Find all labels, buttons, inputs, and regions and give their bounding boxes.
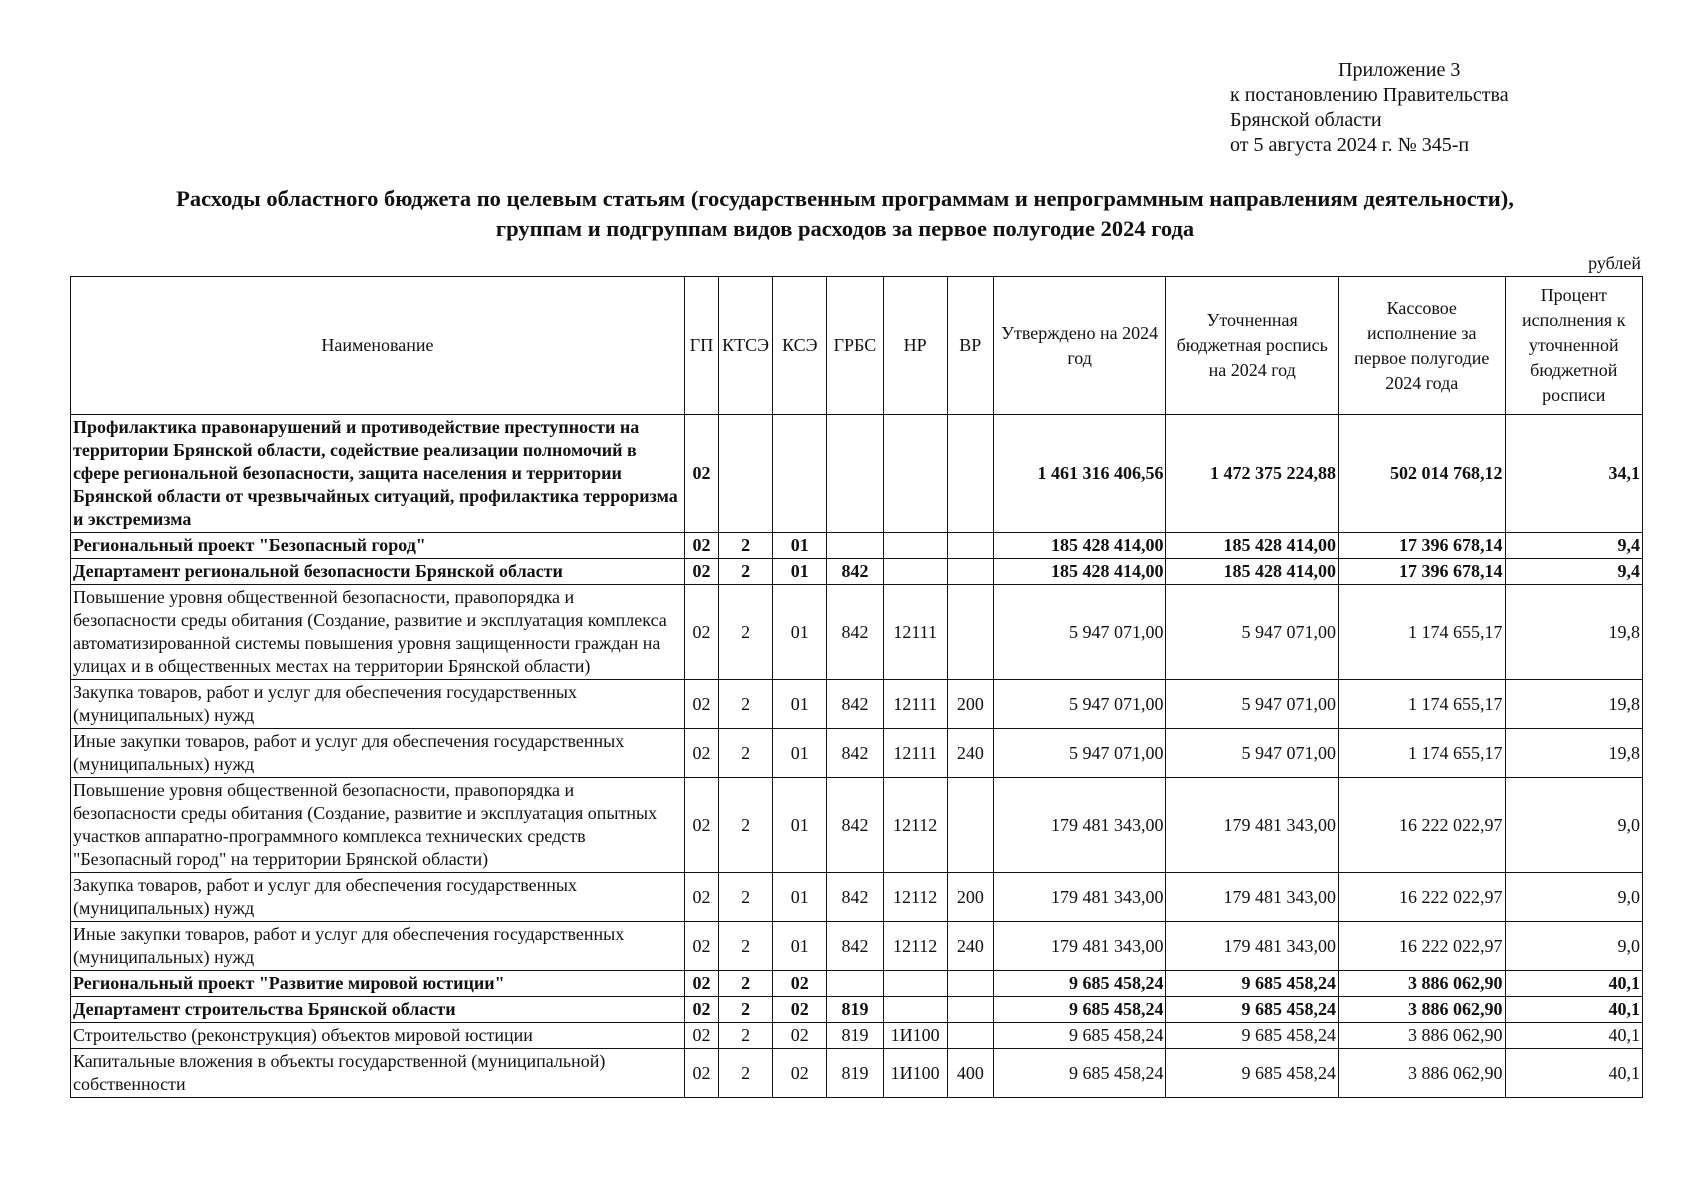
cell-kse: 01 <box>773 585 827 680</box>
cell-name: Иные закупки товаров, работ и услуг для обеспечения государственных (муниципальных) нужд <box>71 922 685 971</box>
cell-ktse: 2 <box>719 922 773 971</box>
cell-kse: 01 <box>773 533 827 559</box>
cell-percent: 9,0 <box>1505 873 1643 922</box>
cell-nr: 12112 <box>883 778 947 873</box>
cell-gp: 02 <box>684 922 718 971</box>
cell-kse <box>773 415 827 533</box>
cell-gp: 02 <box>684 559 718 585</box>
annex-line: от 5 августа 2024 г. № 345-п <box>1230 134 1470 156</box>
cell-approved: 9 685 458,24 <box>993 997 1166 1023</box>
cell-vr: 400 <box>947 1049 993 1098</box>
annex-line: к постановлению Правительства <box>1230 84 1509 106</box>
cell-nr: 12111 <box>883 585 947 680</box>
cell-refined: 9 685 458,24 <box>1166 1023 1339 1049</box>
budget-table <box>70 276 1643 1098</box>
cell-cash: 1 174 655,17 <box>1338 585 1505 680</box>
cell-nr <box>883 559 947 585</box>
table-row <box>71 533 1643 559</box>
cell-gp: 02 <box>684 680 718 729</box>
cell-grbs: 819 <box>827 997 883 1023</box>
cell-nr: 12111 <box>883 729 947 778</box>
cell-gp: 02 <box>684 415 718 533</box>
cell-nr: 12111 <box>883 680 947 729</box>
cell-approved: 179 481 343,00 <box>993 873 1166 922</box>
cell-kse: 02 <box>773 1023 827 1049</box>
cell-approved: 5 947 071,00 <box>993 680 1166 729</box>
cell-refined: 5 947 071,00 <box>1166 729 1339 778</box>
cell-approved: 179 481 343,00 <box>993 922 1166 971</box>
cell-name: Региональный проект "Развитие мировой юстиции" <box>71 971 685 997</box>
cell-vr: 240 <box>947 729 993 778</box>
cell-vr <box>947 585 993 680</box>
header-nr: НР <box>883 277 947 415</box>
cell-grbs: 842 <box>827 729 883 778</box>
cell-cash: 3 886 062,90 <box>1338 997 1505 1023</box>
cell-grbs: 842 <box>827 778 883 873</box>
cell-refined: 9 685 458,24 <box>1166 997 1339 1023</box>
cell-kse: 02 <box>773 971 827 997</box>
cell-kse: 01 <box>773 778 827 873</box>
cell-grbs: 842 <box>827 585 883 680</box>
cell-percent: 40,1 <box>1505 997 1643 1023</box>
cell-nr: 12112 <box>883 922 947 971</box>
cell-refined: 179 481 343,00 <box>1166 778 1339 873</box>
cell-vr: 200 <box>947 873 993 922</box>
cell-percent: 34,1 <box>1505 415 1643 533</box>
cell-gp: 02 <box>684 778 718 873</box>
cell-vr <box>947 559 993 585</box>
cell-nr <box>883 971 947 997</box>
units-label: рублей <box>1588 253 1641 273</box>
header-ktse: КТСЭ <box>719 277 773 415</box>
cell-approved: 1 461 316 406,56 <box>993 415 1166 533</box>
cell-cash: 17 396 678,14 <box>1338 533 1505 559</box>
cell-percent: 19,8 <box>1505 680 1643 729</box>
cell-ktse <box>719 415 773 533</box>
cell-grbs: 819 <box>827 1023 883 1049</box>
cell-gp: 02 <box>684 1049 718 1098</box>
cell-cash: 1 174 655,17 <box>1338 729 1505 778</box>
cell-ktse: 2 <box>719 585 773 680</box>
header-percent: Процент исполнения к уточненной бюджетной росписи <box>1505 277 1643 415</box>
cell-ktse: 2 <box>719 729 773 778</box>
cell-vr <box>947 971 993 997</box>
cell-grbs: 842 <box>827 680 883 729</box>
cell-name: Департамент строительства Брянской области <box>71 997 685 1023</box>
cell-gp: 02 <box>684 1023 718 1049</box>
cell-ktse: 2 <box>719 680 773 729</box>
cell-percent: 40,1 <box>1505 1049 1643 1098</box>
cell-ktse: 2 <box>719 873 773 922</box>
table-row <box>71 1023 1643 1049</box>
cell-gp: 02 <box>684 971 718 997</box>
cell-ktse: 2 <box>719 971 773 997</box>
cell-cash: 3 886 062,90 <box>1338 971 1505 997</box>
cell-cash: 16 222 022,97 <box>1338 778 1505 873</box>
cell-nr: 1И100 <box>883 1023 947 1049</box>
cell-kse: 01 <box>773 559 827 585</box>
cell-nr: 12112 <box>883 873 947 922</box>
cell-cash: 3 886 062,90 <box>1338 1049 1505 1098</box>
cell-ktse: 2 <box>719 1049 773 1098</box>
header-gp: ГП <box>684 277 718 415</box>
table-row <box>71 729 1643 778</box>
cell-vr <box>947 533 993 559</box>
cell-approved: 185 428 414,00 <box>993 533 1166 559</box>
table-row <box>71 922 1643 971</box>
cell-refined: 5 947 071,00 <box>1166 680 1339 729</box>
table-row <box>71 778 1643 873</box>
document-title <box>60 184 1630 244</box>
cell-cash: 16 222 022,97 <box>1338 873 1505 922</box>
cell-percent: 9,4 <box>1505 559 1643 585</box>
table-header-row <box>71 277 1643 415</box>
cell-grbs: 819 <box>827 1049 883 1098</box>
cell-ktse: 2 <box>719 778 773 873</box>
cell-ktse: 2 <box>719 559 773 585</box>
cell-name: Иные закупки товаров, работ и услуг для обеспечения государственных (муниципальных) нужд <box>71 729 685 778</box>
table-row <box>71 1049 1643 1098</box>
cell-gp: 02 <box>684 873 718 922</box>
cell-refined: 9 685 458,24 <box>1166 971 1339 997</box>
cell-approved: 9 685 458,24 <box>993 1023 1166 1049</box>
cell-grbs <box>827 971 883 997</box>
annex-line: Брянской области <box>1230 109 1382 131</box>
cell-vr: 200 <box>947 680 993 729</box>
table-row <box>71 997 1643 1023</box>
cell-grbs: 842 <box>827 922 883 971</box>
cell-approved: 5 947 071,00 <box>993 729 1166 778</box>
cell-kse: 01 <box>773 729 827 778</box>
cell-cash: 16 222 022,97 <box>1338 922 1505 971</box>
cell-percent: 9,4 <box>1505 533 1643 559</box>
cell-kse: 01 <box>773 680 827 729</box>
cell-name: Повышение уровня общественной безопасности, правопорядка и безопасности среды обитания (Создание, развитие и эксплуатация опытных участков аппаратно-программного комплекса технических средств "Безопасный город" на территории Брянской области) <box>71 778 685 873</box>
cell-name: Департамент региональной безопасности Брянской области <box>71 559 685 585</box>
cell-approved: 179 481 343,00 <box>993 778 1166 873</box>
cell-percent: 40,1 <box>1505 1023 1643 1049</box>
cell-cash: 502 014 768,12 <box>1338 415 1505 533</box>
cell-grbs: 842 <box>827 873 883 922</box>
cell-kse: 02 <box>773 997 827 1023</box>
cell-approved: 9 685 458,24 <box>993 1049 1166 1098</box>
cell-name: Повышение уровня общественной безопасности, правопорядка и безопасности среды обитания (Создание, развитие и эксплуатация комплекса автоматизированной системы повышения уровня защищенности граждан на улицах и в общественных местах на территории Брянской области) <box>71 585 685 680</box>
cell-name: Региональный проект "Безопасный город" <box>71 533 685 559</box>
header-kse: КСЭ <box>773 277 827 415</box>
cell-percent: 19,8 <box>1505 729 1643 778</box>
header-cash: Кассовое исполнение за первое полугодие 2024 года <box>1338 277 1505 415</box>
cell-grbs <box>827 415 883 533</box>
cell-cash: 3 886 062,90 <box>1338 1023 1505 1049</box>
cell-refined: 185 428 414,00 <box>1166 533 1339 559</box>
cell-grbs <box>827 533 883 559</box>
cell-refined: 185 428 414,00 <box>1166 559 1339 585</box>
cell-ktse: 2 <box>719 533 773 559</box>
cell-vr <box>947 778 993 873</box>
cell-percent: 40,1 <box>1505 971 1643 997</box>
cell-grbs: 842 <box>827 559 883 585</box>
header-refined: Уточненная бюджетная роспись на 2024 год <box>1166 277 1339 415</box>
cell-name: Строительство (реконструкция) объектов мировой юстиции <box>71 1023 685 1049</box>
cell-refined: 179 481 343,00 <box>1166 922 1339 971</box>
cell-ktse: 2 <box>719 1023 773 1049</box>
cell-name: Профилактика правонарушений и противодействие преступности на территории Брянской области, содействие реализации полномочий в сфере региональной безопасности, защита населения и территории Брянской области от чрезвычайных ситуаций, профилактика терроризма и экстремизма <box>71 415 685 533</box>
cell-refined: 9 685 458,24 <box>1166 1049 1339 1098</box>
title-line: группам и подгруппам видов расходов за первое полугодие 2024 года <box>495 216 1195 241</box>
cell-refined: 1 472 375 224,88 <box>1166 415 1339 533</box>
header-grbs: ГРБС <box>827 277 883 415</box>
header-name: Наименование <box>71 277 685 415</box>
cell-vr <box>947 415 993 533</box>
cell-kse: 01 <box>773 873 827 922</box>
cell-gp: 02 <box>684 533 718 559</box>
cell-percent: 9,0 <box>1505 922 1643 971</box>
cell-vr: 240 <box>947 922 993 971</box>
cell-vr <box>947 997 993 1023</box>
header-vr: ВР <box>947 277 993 415</box>
table-row <box>71 971 1643 997</box>
cell-gp: 02 <box>684 729 718 778</box>
cell-name: Капитальные вложения в объекты государственной (муниципальной) собственности <box>71 1049 685 1098</box>
cell-cash: 17 396 678,14 <box>1338 559 1505 585</box>
cell-approved: 185 428 414,00 <box>993 559 1166 585</box>
cell-name: Закупка товаров, работ и услуг для обеспечения государственных (муниципальных) нужд <box>71 873 685 922</box>
annex-block <box>1230 58 1509 158</box>
header-approved: Утверждено на 2024 год <box>993 277 1166 415</box>
cell-refined: 179 481 343,00 <box>1166 873 1339 922</box>
table-row <box>71 680 1643 729</box>
cell-refined: 5 947 071,00 <box>1166 585 1339 680</box>
cell-vr <box>947 1023 993 1049</box>
cell-approved: 5 947 071,00 <box>993 585 1166 680</box>
annex-line: Приложение 3 <box>1338 59 1461 81</box>
table-row <box>71 415 1643 533</box>
cell-nr <box>883 997 947 1023</box>
cell-gp: 02 <box>684 997 718 1023</box>
cell-nr <box>883 415 947 533</box>
cell-cash: 1 174 655,17 <box>1338 680 1505 729</box>
cell-name: Закупка товаров, работ и услуг для обеспечения государственных (муниципальных) нужд <box>71 680 685 729</box>
cell-approved: 9 685 458,24 <box>993 971 1166 997</box>
cell-nr <box>883 533 947 559</box>
cell-percent: 9,0 <box>1505 778 1643 873</box>
cell-nr: 1И100 <box>883 1049 947 1098</box>
table-row <box>71 585 1643 680</box>
table-row <box>71 873 1643 922</box>
cell-gp: 02 <box>684 585 718 680</box>
cell-kse: 01 <box>773 922 827 971</box>
cell-percent: 19,8 <box>1505 585 1643 680</box>
cell-ktse: 2 <box>719 997 773 1023</box>
cell-kse: 02 <box>773 1049 827 1098</box>
title-line: Расходы областного бюджета по целевым статьям (государственным программам и непрограммным направлениям деятельности), <box>176 186 1514 211</box>
table-row <box>71 559 1643 585</box>
